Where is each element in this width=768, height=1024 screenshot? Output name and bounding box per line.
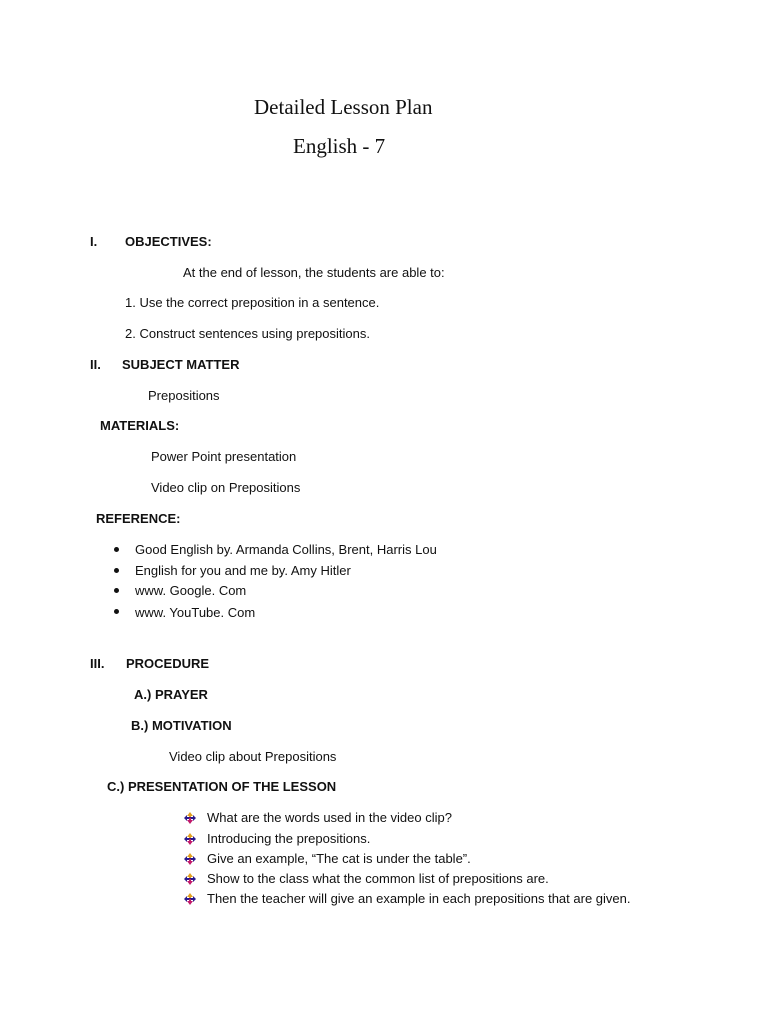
procedure-prayer: A.) PRAYER — [134, 687, 208, 702]
reference-item: www. YouTube. Com — [135, 605, 256, 620]
presentation-item: Give an example, “The cat is under the table”. — [207, 851, 471, 866]
materials-heading: MATERIALS: — [100, 418, 180, 433]
bullet-icon — [114, 588, 119, 593]
reference-item: www. Google. Com — [135, 583, 247, 598]
arrow-bullet-icon — [184, 833, 196, 845]
procedure-motivation: B.) MOTIVATION — [131, 718, 232, 733]
presentation-item: Introducing the prepositions. — [207, 831, 371, 846]
objectives-intro: At the end of lesson, the students are able to: — [183, 265, 445, 280]
material-item: Video clip on Prepositions — [151, 480, 301, 495]
procedure-presentation: C.) PRESENTATION OF THE LESSON — [107, 779, 337, 794]
section-heading-objectives: OBJECTIVES: — [125, 234, 212, 249]
reference-item: English for you and me by. Amy Hitler — [135, 563, 351, 578]
material-item: Power Point presentation — [151, 449, 297, 464]
reference-item: Good English by. Armanda Collins, Brent, Harris Lou — [135, 542, 437, 557]
arrow-bullet-icon — [184, 873, 196, 885]
arrow-bullet-icon — [184, 893, 196, 905]
section-heading-procedure: PROCEDURE — [126, 656, 210, 671]
section-heading-subject: SUBJECT MATTER — [122, 357, 240, 372]
arrow-bullet-icon — [184, 853, 196, 865]
document-title: Detailed Lesson Plan — [254, 95, 433, 119]
bullet-icon — [114, 547, 119, 552]
presentation-item: What are the words used in the video clip? — [207, 810, 452, 825]
motivation-detail: Video clip about Prepositions — [169, 749, 337, 764]
presentation-item: Show to the class what the common list of prepositions are. — [207, 871, 549, 886]
document-subtitle: English - 7 — [293, 134, 386, 158]
section-numeral-subject: II. — [90, 357, 101, 372]
subject-topic: Prepositions — [148, 388, 220, 403]
objective-item: 2. Construct sentences using prepositions. — [125, 326, 370, 341]
bullet-icon — [114, 609, 119, 614]
bullet-icon — [114, 568, 119, 573]
reference-heading: REFERENCE: — [96, 511, 181, 526]
arrow-bullet-icon — [184, 812, 196, 824]
section-numeral-procedure: III. — [90, 656, 105, 671]
section-numeral-objectives: I. — [90, 234, 98, 249]
presentation-item: Then the teacher will give an example in each prepositions that are given. — [207, 891, 631, 906]
objective-item: 1. Use the correct preposition in a sentence. — [125, 295, 380, 310]
